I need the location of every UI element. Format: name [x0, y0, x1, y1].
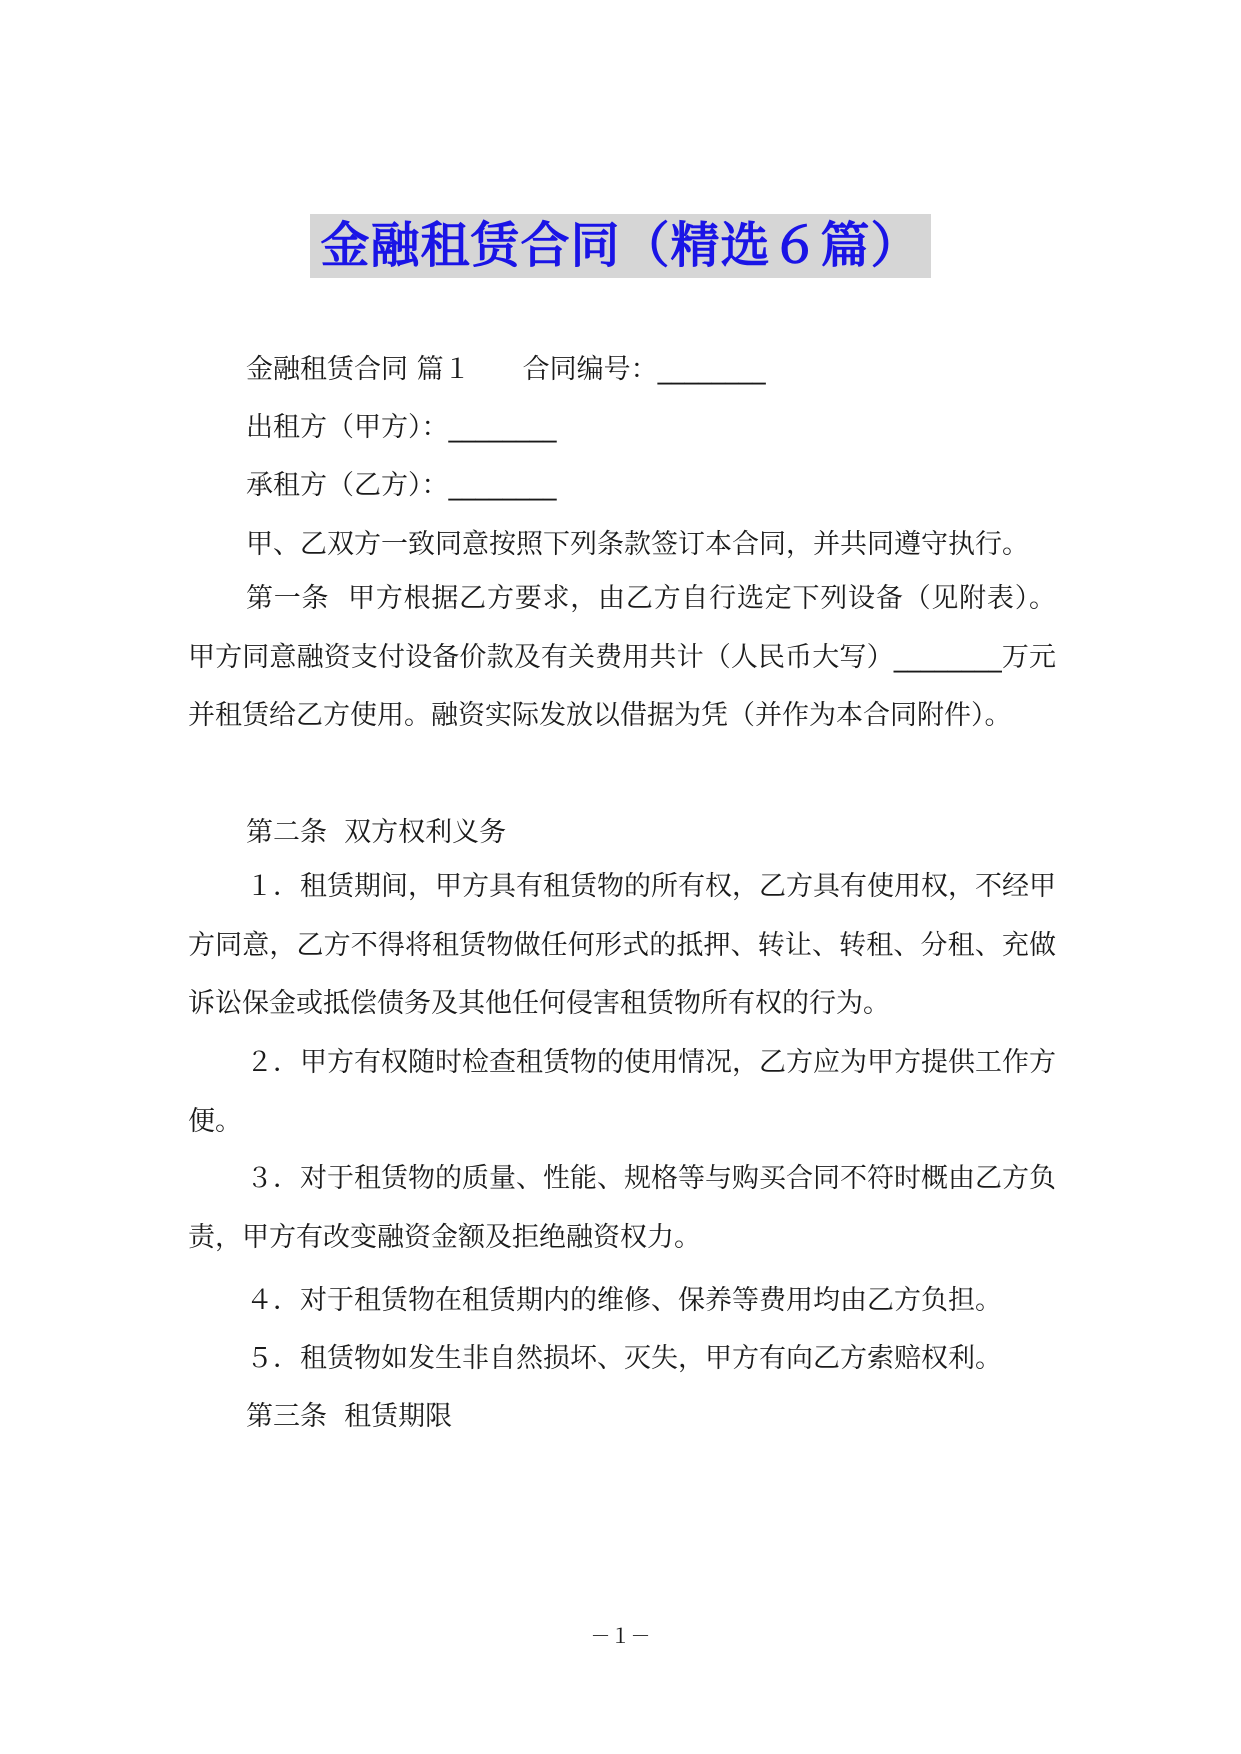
paragraph-article-3-heading: 第三条 租赁期限 [246, 1401, 453, 1432]
contract-no-value: ________ [657, 354, 766, 385]
part-label: 金融租赁合同 篇１ [246, 354, 471, 385]
lessee-line [188, 453, 1056, 518]
lessee-value: ________ [448, 470, 557, 501]
lessor-label: 出租方（甲方）： [246, 412, 449, 443]
lessor-value: ________ [448, 412, 557, 443]
paragraph-item-3: ３．对于租赁物的质量、性能、规格等与购买合同不符时概由乙方负责，甲方有改变融资金额及拒绝融资权力。 [188, 1163, 1056, 1253]
title-wrap [0, 214, 1241, 278]
header-line [188, 337, 1056, 402]
paragraph-item-4: ４．对于租赁物在租赁期内的维修、保养等费用均由乙方负担。 [246, 1285, 1002, 1316]
contract-no-label: 合同编号： [522, 354, 658, 385]
paragraph-item-5: ５．租赁物如发生非自然损坏、灭失，甲方有向乙方索赔权利。 [246, 1343, 1002, 1374]
paragraph-item-1: １．租赁期间，甲方具有租赁物的所有权，乙方具有使用权，不经甲方同意，乙方不得将租赁物做任何形式的抵押、转让、转租、分租、充做诉讼保金或抵偿债务及其他任何侵害租赁物所有权的行为。 [188, 871, 1056, 1019]
paragraph-article-1: 第一条 甲方根据乙方要求，由乙方自行选定下列设备（见附表）。甲方同意融资支付设备价款及有关费用共计（人民币大写）________万元并租赁给乙方使用。融资实际发放以借据为凭（并作为本合同附件）。 [188, 583, 1056, 731]
paragraph-item-2: ２．甲方有权随时检查租赁物的使用情况，乙方应为甲方提供工作方便。 [188, 1047, 1056, 1137]
page-number: －１－ [590, 1624, 651, 1648]
lessee-label: 承租方（乙方）： [246, 470, 449, 501]
paragraph-article-2-heading: 第二条 双方权利义务 [246, 817, 507, 848]
lessor-line [188, 395, 1056, 460]
paragraph-intro: 甲、乙双方一致同意按照下列条款签订本合同，并共同遵守执行。 [246, 529, 1029, 560]
document-title: 金融租赁合同（精选６篇） [310, 214, 930, 278]
